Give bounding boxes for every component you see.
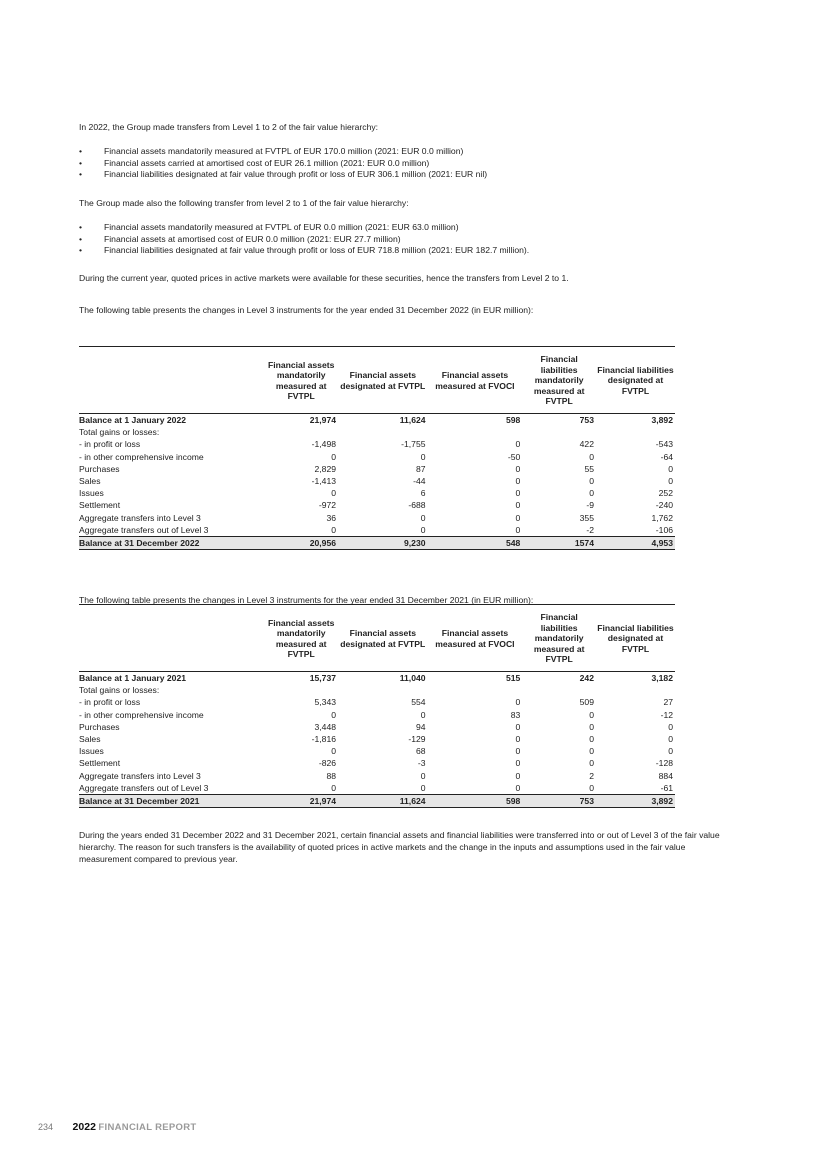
- value-cell: [338, 684, 428, 696]
- row-label: - in other comprehensive income: [79, 451, 204, 462]
- value-cell: 0: [331, 488, 337, 499]
- value-cell: -3: [417, 758, 426, 769]
- column-header: Financial liabilities designated at FVTPL: [597, 364, 674, 396]
- value-cell: 0: [515, 734, 521, 745]
- table-row: [79, 782, 675, 795]
- table-header-row: [79, 605, 675, 672]
- table-row: [79, 524, 675, 537]
- value-cell: 0: [515, 746, 521, 757]
- column-header: Financial liabilities mandatorily measured at FVTPL: [533, 354, 585, 407]
- value-cell: -826: [318, 758, 337, 769]
- transfers-level2-to-1-list: [79, 222, 529, 257]
- value-cell: 68: [415, 746, 426, 757]
- row-label: - in other comprehensive income: [79, 709, 204, 720]
- value-cell: -1,498: [311, 439, 337, 450]
- value-cell: -64: [660, 451, 673, 462]
- value-cell: 20,956: [264, 537, 338, 550]
- header-blank: [79, 347, 264, 414]
- list-item: • Financial assets mandatorily measured at FVTPL of EUR 0.0 million (2021: EUR 63.0 million): [79, 222, 529, 234]
- column-header: Financial assets mandatorily measured at FVTPL: [267, 359, 335, 401]
- value-cell: -128: [655, 758, 673, 769]
- value-cell: 252: [658, 488, 673, 499]
- value-cell: 0: [420, 512, 426, 523]
- value-cell: 355: [579, 512, 594, 523]
- value-cell: 5,343: [314, 697, 337, 708]
- table-row: [79, 512, 675, 524]
- value-cell: 11,624: [338, 414, 428, 427]
- value-cell: [428, 426, 523, 438]
- column-header: Financial assets designated at FVTPL: [340, 628, 426, 649]
- value-cell: 9,230: [338, 537, 428, 550]
- value-cell: -1,755: [401, 439, 426, 450]
- table-row: [79, 709, 675, 721]
- value-cell: 0: [515, 488, 521, 499]
- report-title: FINANCIAL REPORT: [98, 1122, 197, 1133]
- transfers-level1-to-2-list: [79, 146, 487, 181]
- value-cell: 598: [428, 795, 523, 808]
- value-cell: -1,816: [311, 734, 337, 745]
- value-cell: 0: [515, 758, 521, 769]
- value-cell: -1,413: [311, 476, 337, 487]
- list-item: • Financial assets at amortised cost of EUR 0.0 million (2021: EUR 27.7 million): [79, 234, 529, 246]
- table-row: [79, 475, 675, 487]
- row-label: Balance at 1 January 2021: [79, 672, 264, 685]
- value-cell: 0: [589, 451, 594, 462]
- value-cell: 0: [589, 758, 594, 769]
- value-cell: 0: [420, 770, 426, 781]
- table-row: [79, 414, 675, 427]
- table-row: [79, 696, 675, 708]
- value-cell: 0: [668, 746, 673, 757]
- closing-paragraph: During the years ended 31 December 2022 and 31 December 2021, certain financial assets and financial liabilities were transferred into or out of Level 3 of the fair value hierarchy. The reason for such transfers is the availability of quoted prices in active markets and the change in the inputs and assumptions used in the fair value measurement compared to previous year.: [79, 830, 720, 864]
- value-cell: -543: [655, 439, 673, 450]
- value-cell: 55: [584, 463, 594, 474]
- column-header: Financial liabilities mandatorily measured at FVTPL: [533, 612, 585, 665]
- row-label: Total gains or losses:: [79, 427, 160, 438]
- value-cell: [264, 684, 338, 696]
- table-row: [79, 795, 675, 808]
- table-row: [79, 672, 675, 685]
- level3-table-2021: [79, 604, 675, 808]
- value-cell: 0: [420, 709, 426, 720]
- value-cell: 2,829: [314, 463, 337, 474]
- table-2022-caption: The following table presents the changes in Level 3 instruments for the year ended 31 December 2022 (in EUR million):: [79, 305, 534, 315]
- row-label: - in profit or loss: [79, 697, 141, 708]
- value-cell: 11,040: [338, 672, 428, 685]
- list-item: • Financial liabilities designated at fair value through profit or loss of EUR 718.8 million (2021: EUR 182.7 million).: [79, 245, 529, 257]
- value-cell: 0: [420, 524, 426, 535]
- value-cell: [264, 426, 338, 438]
- row-label: Settlement: [79, 758, 121, 769]
- value-cell: 83: [510, 709, 521, 720]
- value-cell: 753: [522, 414, 596, 427]
- row-label: Issues: [79, 746, 104, 757]
- row-label: Total gains or losses:: [79, 685, 160, 696]
- value-cell: 0: [589, 782, 594, 793]
- value-cell: 3,892: [596, 795, 675, 808]
- value-cell: 2: [589, 770, 594, 781]
- value-cell: 0: [331, 746, 337, 757]
- value-cell: 94: [415, 721, 426, 732]
- value-cell: -106: [655, 524, 673, 535]
- table-row: [79, 733, 675, 745]
- value-cell: -50: [507, 451, 521, 462]
- row-label: Balance at 31 December 2021: [79, 795, 264, 808]
- table-row: [79, 487, 675, 499]
- value-cell: 0: [668, 734, 673, 745]
- value-cell: 0: [515, 782, 521, 793]
- value-cell: 88: [326, 770, 337, 781]
- value-cell: -9: [586, 500, 594, 511]
- header-blank: [79, 605, 264, 672]
- value-cell: 0: [589, 721, 594, 732]
- row-label: Balance at 1 January 2022: [79, 414, 264, 427]
- value-cell: 1,762: [651, 512, 673, 523]
- table-2021-caption: The following table presents the changes in Level 3 instruments for the year ended 31 December 2021 (in EUR million):: [79, 595, 534, 605]
- value-cell: 884: [658, 770, 673, 781]
- value-cell: 6: [420, 488, 426, 499]
- table-row: [79, 463, 675, 475]
- table-header-row: [79, 347, 675, 414]
- row-label: Purchases: [79, 721, 120, 732]
- table-row: [79, 757, 675, 769]
- value-cell: [596, 684, 675, 696]
- value-cell: [522, 426, 596, 438]
- value-cell: 3,892: [596, 414, 675, 427]
- value-cell: 548: [428, 537, 523, 550]
- value-cell: 0: [668, 721, 673, 732]
- value-cell: 0: [589, 476, 594, 487]
- value-cell: -12: [660, 709, 673, 720]
- list-item: • Financial liabilities designated at fair value through profit or loss of EUR 306.1 million (2021: EUR nil): [79, 169, 487, 181]
- table-row: [79, 426, 675, 438]
- value-cell: 515: [428, 672, 523, 685]
- value-cell: 27: [663, 697, 673, 708]
- value-cell: 3,448: [314, 721, 337, 732]
- table-row: [79, 451, 675, 463]
- list-item: • Financial assets carried at amortised cost of EUR 26.1 million (2021: EUR 0.0 million): [79, 158, 487, 170]
- table-row: [79, 684, 675, 696]
- value-cell: -44: [413, 476, 426, 487]
- table-row: [79, 438, 675, 450]
- value-cell: 87: [415, 463, 426, 474]
- value-cell: 0: [515, 697, 521, 708]
- transfers-level2-to-1-paragraph: The Group made also the following transfer from level 2 to 1 of the fair value hierarchy:: [79, 198, 409, 208]
- row-label: Sales: [79, 476, 101, 487]
- report-year: 2022: [72, 1121, 96, 1133]
- value-cell: 0: [668, 476, 673, 487]
- row-label: Settlement: [79, 500, 121, 511]
- value-cell: 21,974: [264, 795, 338, 808]
- row-label: Aggregate transfers into Level 3: [79, 512, 201, 523]
- value-cell: [428, 684, 523, 696]
- column-header: Financial liabilities designated at FVTPL: [597, 622, 674, 654]
- value-cell: 0: [331, 524, 337, 535]
- value-cell: 36: [326, 512, 337, 523]
- table-row: [79, 537, 675, 550]
- value-cell: 0: [589, 709, 594, 720]
- row-label: Issues: [79, 488, 104, 499]
- value-cell: 0: [515, 500, 521, 511]
- value-cell: 3,182: [596, 672, 675, 685]
- value-cell: 21,974: [264, 414, 338, 427]
- page-number: 234: [38, 1122, 54, 1132]
- value-cell: 4,953: [596, 537, 675, 550]
- page-footer: [38, 1121, 196, 1133]
- value-cell: 0: [420, 451, 426, 462]
- value-cell: [522, 684, 596, 696]
- value-cell: 0: [331, 782, 337, 793]
- table-row: [79, 770, 675, 782]
- value-cell: 1574: [522, 537, 596, 550]
- row-label: Purchases: [79, 463, 120, 474]
- column-header: Financial assets designated at FVTPL: [340, 370, 426, 391]
- value-cell: -240: [655, 500, 673, 511]
- value-cell: 242: [522, 672, 596, 685]
- value-cell: 598: [428, 414, 523, 427]
- value-cell: 509: [579, 697, 594, 708]
- value-cell: 0: [589, 488, 594, 499]
- row-label: - in profit or loss: [79, 439, 141, 450]
- intro-paragraph: In 2022, the Group made transfers from Level 1 to 2 of the fair value hierarchy:: [79, 122, 379, 132]
- table-row: [79, 745, 675, 757]
- value-cell: 0: [515, 476, 521, 487]
- row-label: Aggregate transfers into Level 3: [79, 770, 201, 781]
- table-row: [79, 721, 675, 733]
- value-cell: 753: [522, 795, 596, 808]
- list-item: • Financial assets mandatorily measured at FVTPL of EUR 170.0 million (2021: EUR 0.0 million): [79, 146, 487, 158]
- value-cell: -129: [408, 734, 426, 745]
- value-cell: -688: [408, 500, 426, 511]
- value-cell: [338, 426, 428, 438]
- value-cell: 0: [515, 439, 521, 450]
- row-label: Aggregate transfers out of Level 3: [79, 524, 209, 535]
- column-header: Financial assets measured at FVOCI: [435, 370, 515, 391]
- value-cell: 0: [515, 524, 521, 535]
- value-cell: 0: [331, 451, 337, 462]
- row-label: Balance at 31 December 2022: [79, 537, 264, 550]
- quoted-prices-paragraph: During the current year, quoted prices in active markets were available for these securities, hence the transfers from Level 2 to 1.: [79, 273, 569, 283]
- value-cell: 422: [579, 439, 594, 450]
- row-label: Sales: [79, 734, 101, 745]
- value-cell: 0: [420, 782, 426, 793]
- value-cell: -61: [660, 782, 673, 793]
- value-cell: 554: [411, 697, 426, 708]
- value-cell: 11,624: [338, 795, 428, 808]
- table-row: [79, 499, 675, 511]
- value-cell: 0: [515, 512, 521, 523]
- value-cell: 0: [515, 463, 521, 474]
- value-cell: [596, 426, 675, 438]
- row-label: Aggregate transfers out of Level 3: [79, 782, 209, 793]
- value-cell: 0: [589, 734, 594, 745]
- column-header: Financial assets mandatorily measured at FVTPL: [267, 617, 335, 659]
- level3-table-2022: [79, 346, 675, 550]
- value-cell: 0: [589, 746, 594, 757]
- value-cell: 0: [515, 721, 521, 732]
- column-header: Financial assets measured at FVOCI: [435, 628, 515, 649]
- value-cell: 0: [515, 770, 521, 781]
- value-cell: 0: [668, 463, 673, 474]
- value-cell: 0: [331, 709, 337, 720]
- value-cell: -972: [318, 500, 337, 511]
- value-cell: 15,737: [264, 672, 338, 685]
- value-cell: -2: [586, 524, 594, 535]
